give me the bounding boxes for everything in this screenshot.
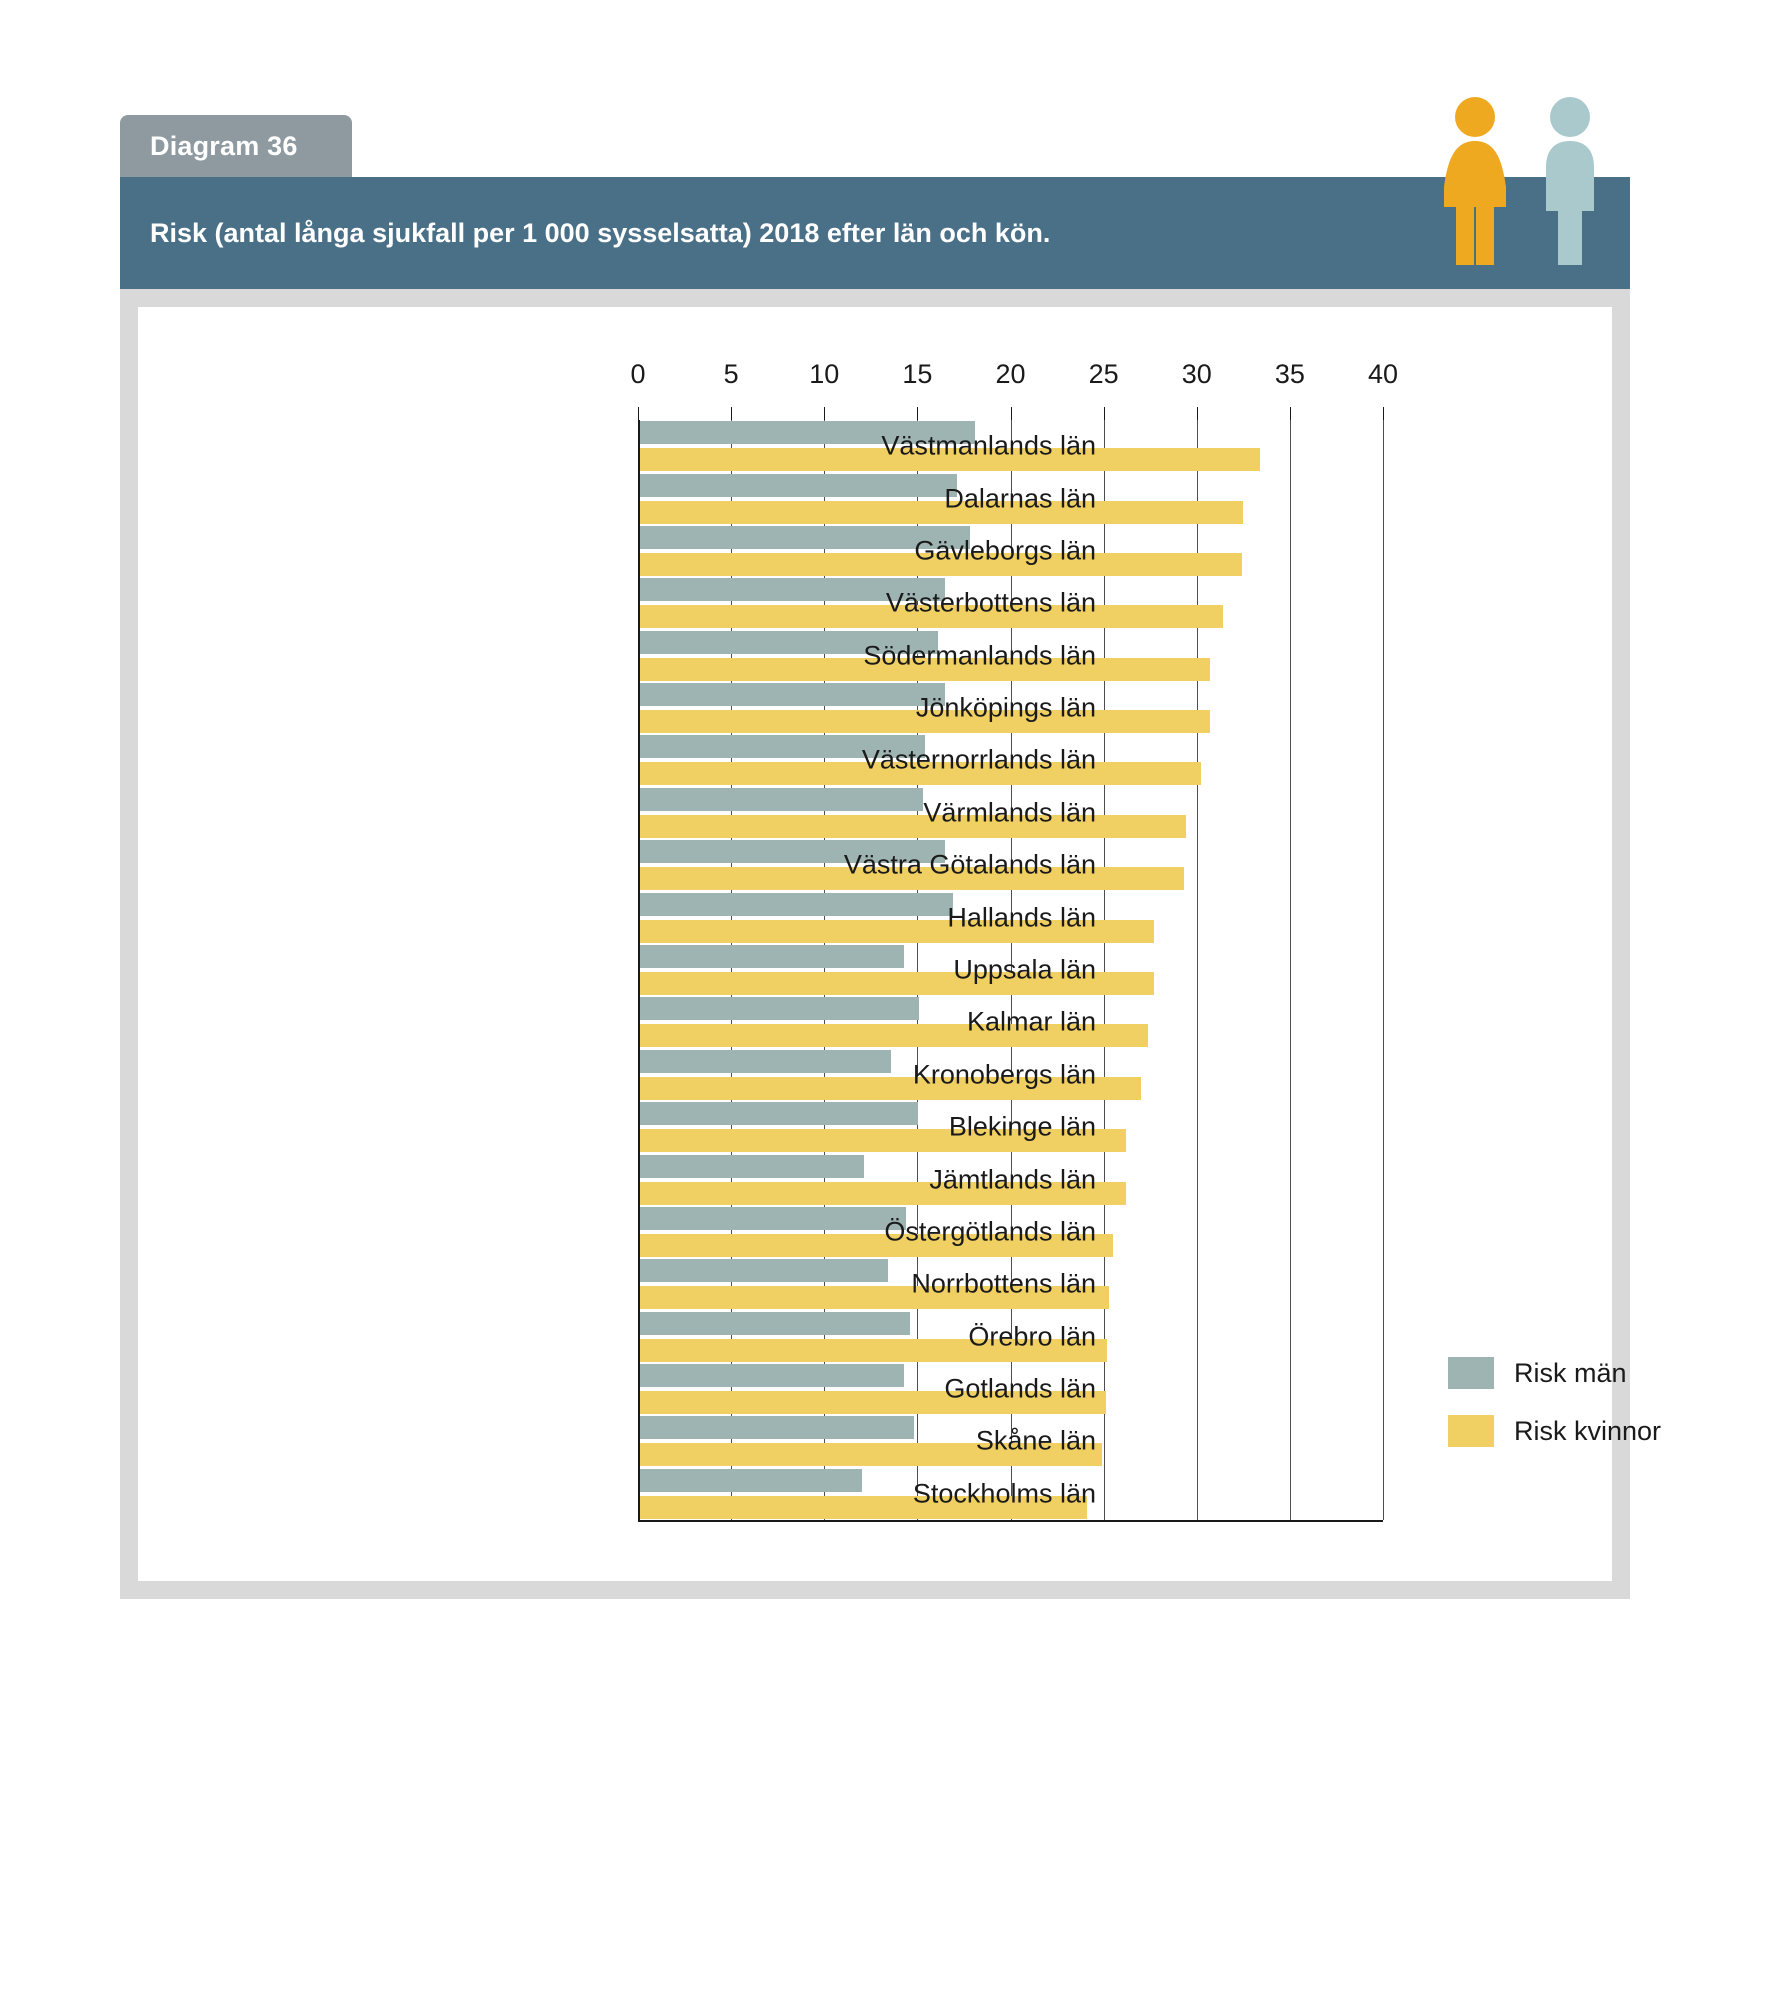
x-tick-mark <box>731 407 732 420</box>
diagram-number-tab <box>120 115 352 177</box>
legend-label: Risk män <box>1514 1357 1627 1388</box>
category-label: Västra Götalands län <box>843 849 1096 880</box>
x-tick-mark <box>1383 407 1384 420</box>
bar-men <box>640 788 923 811</box>
legend-label: Risk kvinnor <box>1514 1415 1662 1446</box>
category-label: Kronobergs län <box>912 1059 1096 1090</box>
chart-canvas <box>138 307 1662 1581</box>
chart-legend <box>1448 1357 1678 1473</box>
x-tick-label: 20 <box>995 359 1026 389</box>
category-label: Gävleborgs län <box>914 535 1096 566</box>
bar-men <box>640 1102 918 1125</box>
grid-line <box>1290 420 1291 1520</box>
grid-line <box>1383 420 1384 1520</box>
category-label: Stockholms län <box>912 1478 1096 1509</box>
bar-men <box>640 1469 862 1492</box>
category-label: Östergötlands län <box>884 1216 1096 1247</box>
bar-men <box>640 997 919 1020</box>
legend-swatch <box>1448 1357 1494 1389</box>
x-tick-mark <box>638 407 639 420</box>
figure-title-bar <box>120 177 1630 289</box>
category-label: Västmanlands län <box>881 430 1096 461</box>
legend-item <box>1448 1357 1678 1389</box>
category-label: Uppsala län <box>953 954 1096 985</box>
bar-kvinnor <box>640 815 1186 838</box>
bar-men <box>640 1050 891 1073</box>
bar-men <box>640 683 945 706</box>
figure-title: Risk (antal långa sjukfall per 1 000 sysselsatta) 2018 efter län och kön. <box>150 217 1051 248</box>
x-tick-label: 40 <box>1367 359 1399 389</box>
category-label: Dalarnas län <box>944 483 1096 514</box>
bar-men <box>640 893 953 916</box>
category-label: Gotlands län <box>944 1373 1096 1404</box>
x-tick-mark <box>1011 407 1012 420</box>
x-axis-line <box>638 1520 1383 1522</box>
category-label: Hallands län <box>947 902 1096 933</box>
bar-men <box>640 1312 910 1335</box>
legend-swatch <box>1448 1415 1494 1447</box>
category-label: Västernorrlands län <box>861 744 1096 775</box>
legend-item <box>1448 1415 1678 1447</box>
man-icon <box>1546 97 1594 265</box>
category-label: Värmlands län <box>923 797 1096 828</box>
bar-men <box>640 1416 914 1439</box>
category-label: Jämtlands län <box>929 1164 1096 1195</box>
figure-container <box>120 115 1662 1599</box>
woman-icon <box>1444 97 1506 265</box>
category-label: Västerbottens län <box>885 587 1096 618</box>
chart-frame <box>120 289 1662 1599</box>
x-tick-mark <box>1104 407 1105 420</box>
category-label: Södermanlands län <box>863 640 1096 671</box>
x-tick-label: 5 <box>723 359 739 389</box>
grid-line <box>1197 420 1198 1520</box>
x-tick-label: 30 <box>1181 359 1212 389</box>
category-label: Blekinge län <box>948 1111 1096 1142</box>
bar-men <box>640 1364 904 1387</box>
gender-icons <box>1430 95 1620 290</box>
category-label: Kalmar län <box>966 1006 1096 1037</box>
x-tick-mark <box>824 407 825 420</box>
x-tick-mark <box>917 407 918 420</box>
x-axis <box>630 359 1399 421</box>
category-label: Örebro län <box>968 1321 1096 1352</box>
bar-kvinnor <box>640 501 1243 524</box>
x-tick-mark <box>1197 407 1198 420</box>
category-label: Norrbottens län <box>911 1268 1096 1299</box>
x-tick-label: 0 <box>630 359 646 389</box>
bar-men <box>640 1259 888 1282</box>
bar-men <box>640 1155 864 1178</box>
bar-men <box>640 474 957 497</box>
x-tick-mark <box>1290 407 1291 420</box>
x-tick-label: 25 <box>1088 359 1119 389</box>
bar-men <box>640 1207 906 1230</box>
x-tick-label: 10 <box>809 359 840 389</box>
category-label: Skåne län <box>975 1425 1096 1456</box>
x-tick-label: 35 <box>1274 359 1305 389</box>
category-label: Jönköpings län <box>915 692 1096 723</box>
bar-men <box>640 945 904 968</box>
diagram-number-label: Diagram 36 <box>150 130 298 161</box>
x-tick-label: 15 <box>902 359 933 389</box>
